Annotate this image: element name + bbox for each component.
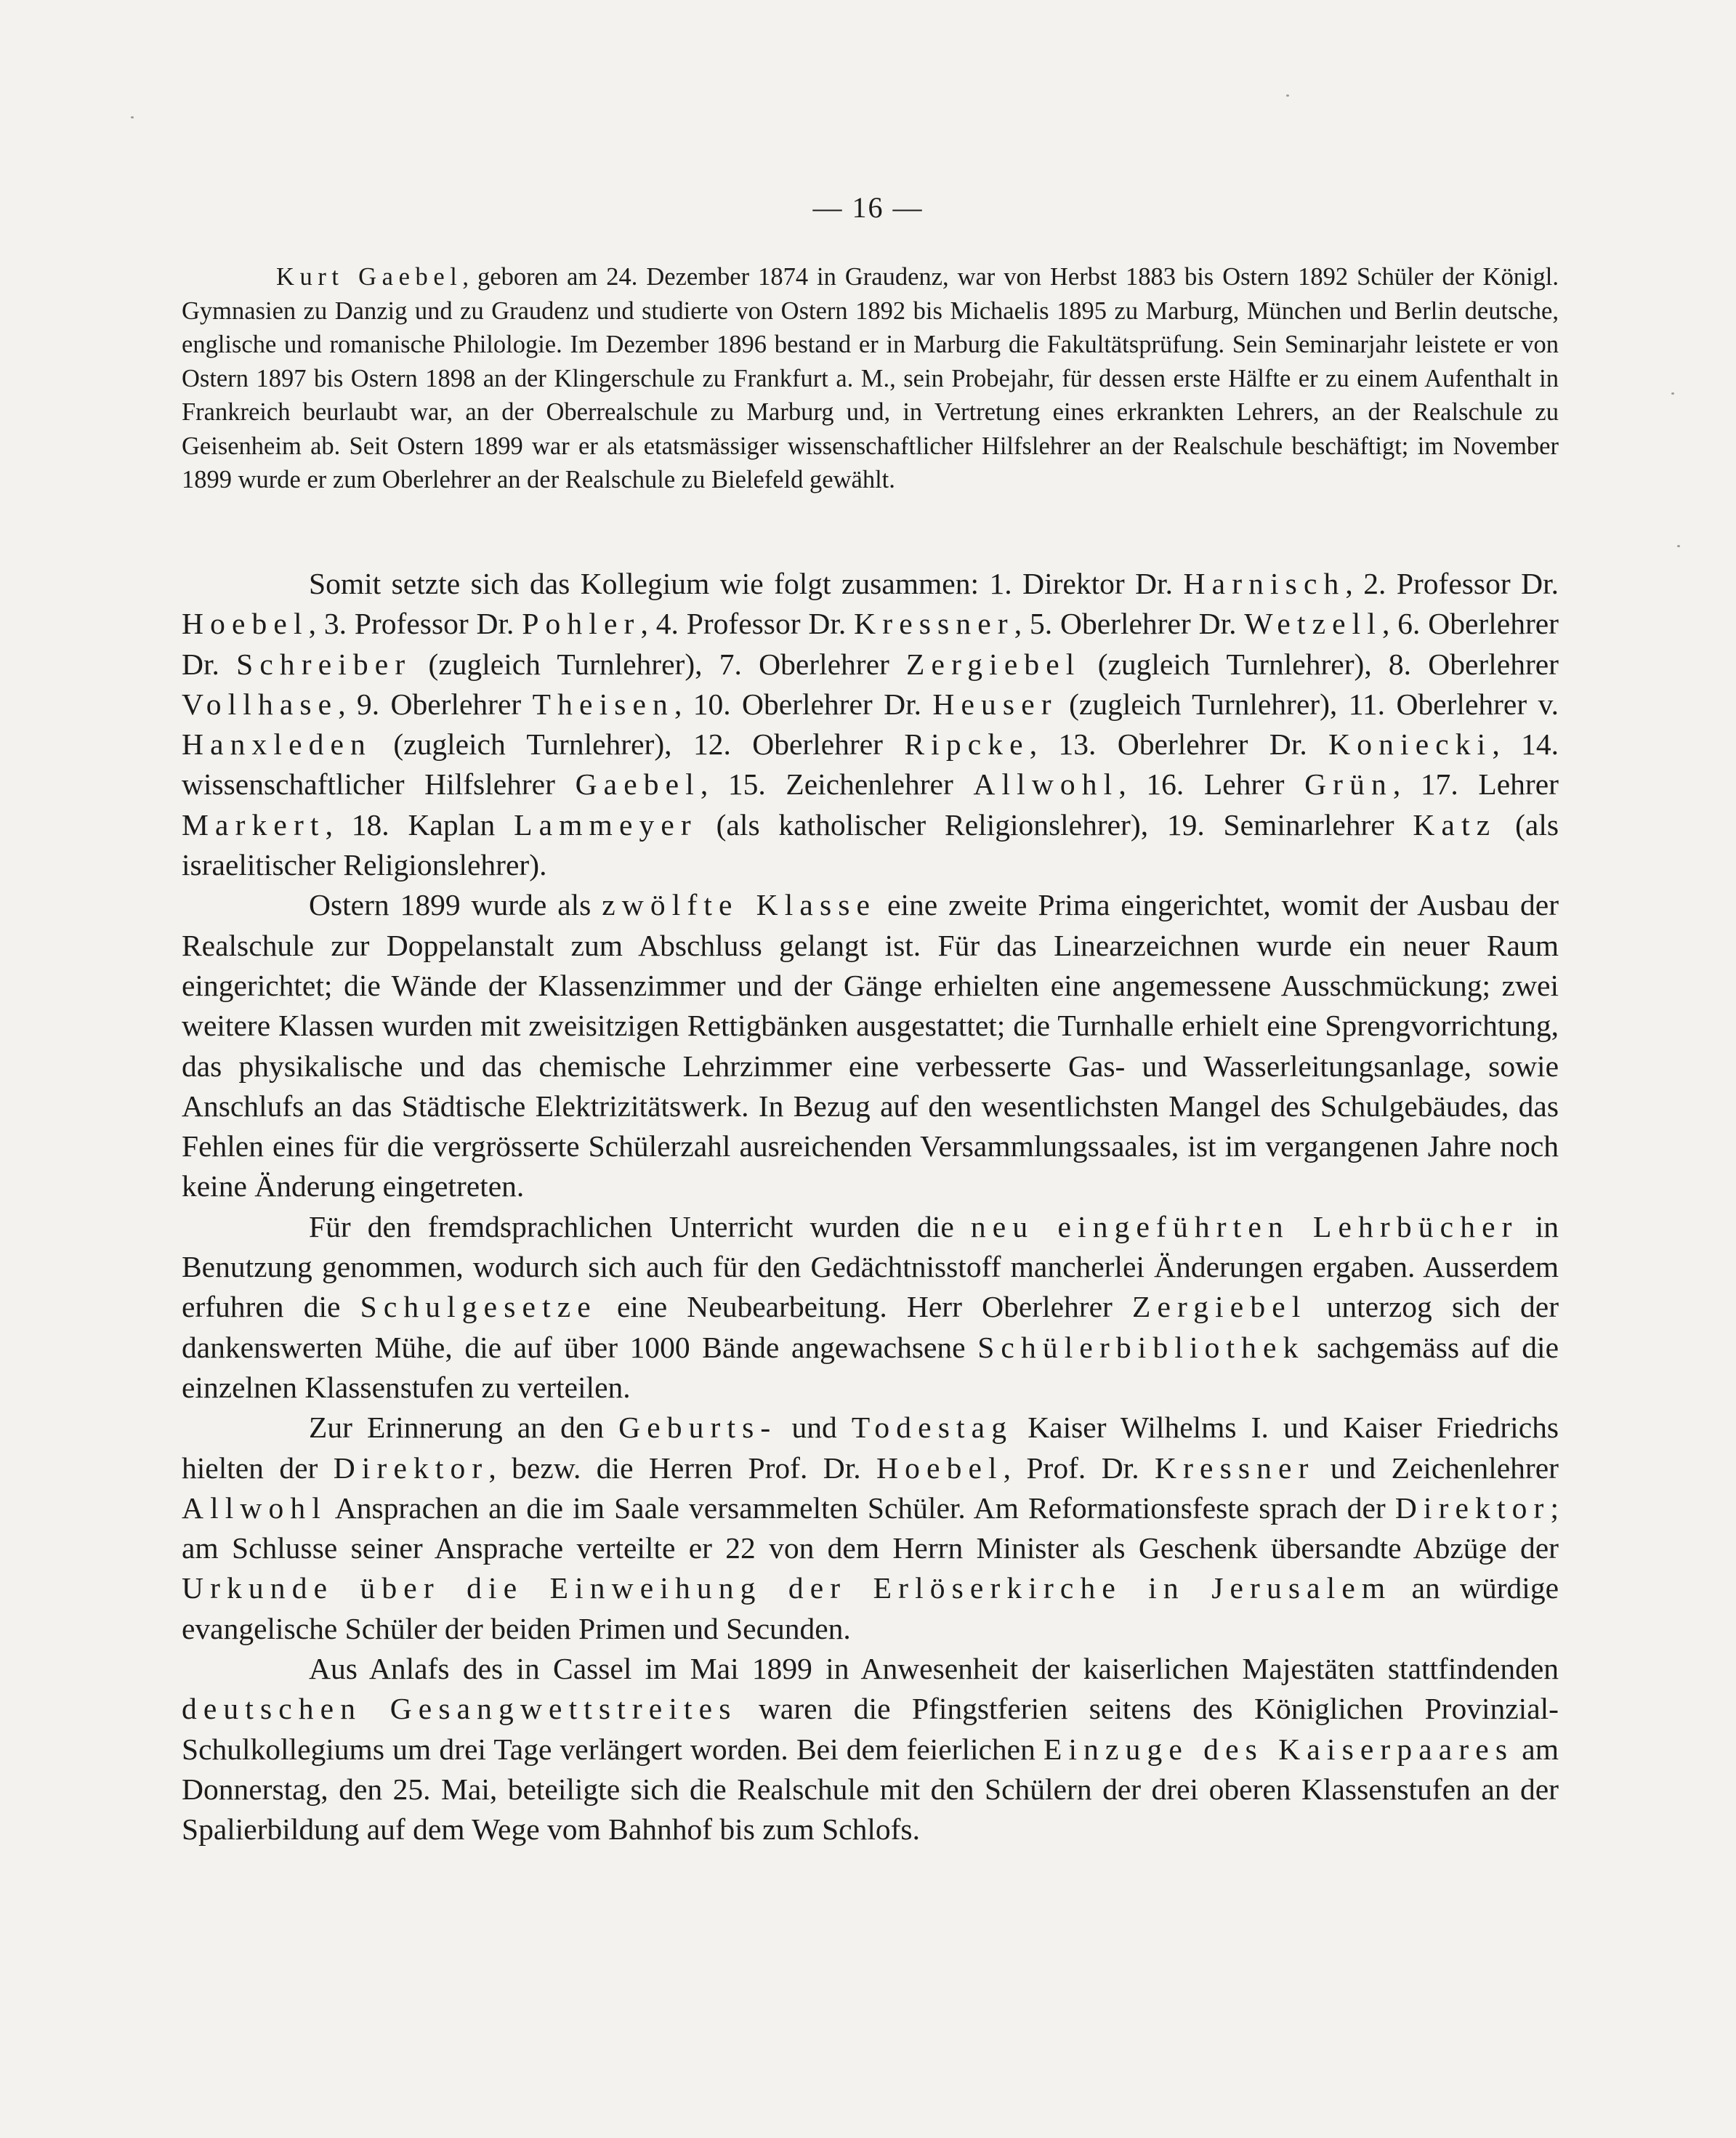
text-run: eine Neubearbeitung. Herr Oberlehrer xyxy=(597,1290,1133,1324)
spaced-emphasis-text: Urkunde über die Einweihung der Erlöserkirche in Jerusalem xyxy=(182,1571,1392,1605)
spaced-emphasis-text: Hoebel xyxy=(876,1451,1004,1485)
text-run: Aus Anlafs des in Cassel im Mai 1899 in Anwesenheit der kaiserlichen Majestäten stattfindenden xyxy=(309,1652,1559,1686)
spaced-emphasis-text: neu eingeführten Lehrbücher xyxy=(970,1209,1519,1243)
text-run: (zugleich Turnlehrer), 8. Oberlehrer xyxy=(1081,647,1559,681)
text-run: (als israelitischer Religionslehrer). xyxy=(182,807,1559,882)
spaced-emphasis-text: Harnisch xyxy=(1183,567,1346,600)
paragraph-textbooks xyxy=(182,1207,1559,1408)
text-run: Ostern 1899 wurde als xyxy=(309,888,602,922)
text-run: , 6. Oberlehrer Dr. xyxy=(182,607,1559,681)
main-text xyxy=(182,564,1559,1850)
text-run: , bezw. die Herren Prof. Dr. xyxy=(488,1451,877,1485)
text-run: waren die Pfingstferien seitens des Königlichen Provinzial-Schulkollegiums um drei Tage verlängert worden. Bei dem feierlichen xyxy=(182,1692,1559,1766)
spaced-emphasis-text: zwölfte Klasse xyxy=(602,888,877,922)
text-run: an würdige evangelische Schüler der beiden Primen und Secunden. xyxy=(182,1571,1559,1645)
text-run: , geboren am 24. Dezember 1874 in Graudenz, war von Herbst 1883 bis Ostern 1892 Schüler der Königl. Gymnasien zu Danzig und zu Graudenz und studierte von Ostern 1892 bis Michaelis 1895 zu Marburg, München und Berlin deutsche, englische und romanische Philologie. Im Dezember 1896 bestand er in Marburg die Fakultätsprüfung. Sein Seminarjahr leistete er von Ostern 1897 bis Ostern 1898 an der Klingerschule zu Frankfurt a. M., sein Probejahr, für dessen erste Hälfte er zu einem Aufenthalt in Frankreich beurlaubt war, an der Oberrealschule zu Marburg und, in Vertretung eines erkrankten Lehrers, an der Realschule zu Geisenheim ab. Seit Ostern 1899 war er als etatsmässiger wissenschaftlicher Hilfslehrer an der Realschule beschäftigt; im November 1899 wurde er zum Oberlehrer an der Realschule zu Bielefeld gewählt. xyxy=(182,263,1559,493)
spaced-emphasis-text: deutschen Gesangwettstreites xyxy=(182,1692,738,1726)
spaced-emphasis-text: Hoebel xyxy=(182,607,309,641)
text-run: und xyxy=(777,1411,852,1445)
paragraph-body xyxy=(182,263,1559,493)
text-run: , 15. Zeichenlehrer xyxy=(700,767,974,802)
text-run: , 5. Oberlehrer Dr. xyxy=(1014,607,1245,641)
spaced-emphasis-text: Schülerbibliothek xyxy=(977,1330,1305,1364)
spaced-emphasis-text: Direktor xyxy=(333,1451,489,1485)
spaced-emphasis-text: Todestag xyxy=(851,1411,1014,1445)
text-run: , Prof. Dr. xyxy=(1003,1451,1155,1485)
text-run: Kaiser Wilhelms I. und Kaiser Friedrichs hielten der xyxy=(182,1411,1559,1485)
text-run: Zur Erinnerung an den xyxy=(309,1411,619,1445)
spaced-emphasis-text: Schreiber xyxy=(236,647,412,681)
spaced-emphasis-text: Koniecki xyxy=(1328,727,1493,762)
text-run: (als katholischer Religionslehrer), 19. Seminarlehrer xyxy=(697,807,1413,842)
spaced-emphasis-text: Schulgesetze xyxy=(360,1290,597,1324)
spaced-emphasis-text: Katz xyxy=(1413,807,1497,842)
page-number: — 16 — xyxy=(812,191,924,224)
scan-speck xyxy=(1286,94,1289,97)
text-run: in Benutzung genommen, wodurch sich auch für den Gedächtnisstoff mancherlei Änderungen ergaben. Ausserdem erfuhren die xyxy=(182,1209,1559,1324)
spaced-emphasis-text: Geburts- xyxy=(618,1411,778,1445)
spaced-emphasis-text: Grün xyxy=(1304,767,1393,802)
spaced-emphasis-text: Lammeyer xyxy=(514,807,698,842)
text-run: unterzog sich der dankenswerten Mühe, die auf über 1000 Bände angewachsene xyxy=(182,1290,1559,1364)
paragraph-kaiser-visit xyxy=(182,1649,1559,1849)
text-run: ; am Schlusse seiner Ansprache verteilte er 22 von dem Herrn Minister als Geschenk übersandte Abzüge der xyxy=(182,1490,1559,1565)
text-run: , 3. Professor Dr. xyxy=(308,607,522,641)
text-run: und Zeichenlehrer xyxy=(1315,1451,1559,1485)
spaced-emphasis-text: Kressner xyxy=(854,607,1014,641)
paragraph-kollegium xyxy=(182,564,1559,885)
paragraph-commemoration xyxy=(182,1408,1559,1649)
spaced-emphasis-text: Einzuge des Kaiserpaares xyxy=(1043,1732,1514,1766)
spaced-emphasis-text: Heuser xyxy=(932,687,1058,721)
spaced-emphasis-text: Theisen xyxy=(532,687,674,721)
text-run: eine zweite Prima eingerichtet, womit der Ausbau der Realschule zur Doppelanstalt zum Abschluss gelangt ist. Für das Linearzeichnen wurde ein neuer Raum eingerichtet; die Wände der Klassenzimmer und der Gänge erhielten eine angemessene Ausschmückung; zwei weitere Klassen wurden mit zweisitzigen Rettigbänken ausgestattet; die Turnhalle erhielt eine Sprengvorrichtung, das physikalische und das chemische Lehrzimmer eine verbesserte Gas- und Wasserleitungsanlage, sowie Anschlufs an das Städtische Elektrizitätswerk. In Bezug auf den wesentlichsten Mangel des Schulgebäudes, das Fehlen eines für die vergrösserte Schülerzahl ausreichenden Versammlungssaales, ist im vergangenen Jahre noch keine Änderung eingetreten. xyxy=(182,888,1559,1203)
spaced-emphasis-text: Zergiebel xyxy=(1132,1290,1307,1324)
text-run: Somit setzte sich das Kollegium wie folgt zusammen: 1. Direktor Dr. xyxy=(309,567,1184,600)
spaced-emphasis-text: Ripcke xyxy=(904,727,1030,762)
spaced-emphasis-text: Kressner xyxy=(1154,1451,1315,1485)
spaced-emphasis-text: Markert xyxy=(182,807,326,842)
text-run: , 13. Oberlehrer Dr. xyxy=(1029,727,1329,762)
spaced-emphasis-text: Allwohl xyxy=(973,767,1119,802)
spaced-emphasis-text: Wetzell xyxy=(1244,607,1382,641)
scan-speck xyxy=(131,116,134,118)
text-run: (zugleich Turnlehrer), 12. Oberlehrer xyxy=(371,727,905,762)
scan-speck xyxy=(1677,545,1680,547)
text-run: , 4. Professor Dr. xyxy=(640,607,855,641)
paragraph-gaebel-biography xyxy=(182,260,1559,497)
text-run: , 16. Lehrer xyxy=(1118,767,1305,802)
spaced-emphasis-text: Allwohl xyxy=(182,1490,327,1525)
scan-speck xyxy=(1671,392,1674,395)
text-run: Für den fremdsprachlichen Unterricht wurden die xyxy=(309,1209,971,1243)
spaced-emphasis-text: Hanxleden xyxy=(182,727,372,762)
spaced-emphasis-text: Pohler xyxy=(522,607,641,641)
text-run: (zugleich Turnlehrer), 11. Oberlehrer v. xyxy=(1057,687,1559,721)
text-run: Ansprachen an die im Saale versammelten Schüler. Am Reformationsfeste sprach der xyxy=(326,1490,1395,1525)
spaced-emphasis-text: Direktor xyxy=(1394,1490,1551,1525)
text-run: , 17. Lehrer xyxy=(1392,767,1559,802)
spaced-emphasis-text: Gaebel xyxy=(575,767,701,802)
text-run: am Donnerstag, den 25. Mai, beteiligte sich die Realschule mit den Schülern der drei oberen Klassenstufen an der Spalierbildung auf dem Wege vom Bahnhof bis zum Schlofs. xyxy=(182,1732,1559,1847)
text-run: (zugleich Turnlehrer), 7. Oberlehrer xyxy=(411,647,907,681)
spaced-emphasis-text: Vollhase xyxy=(182,687,339,721)
text-run: sachgemäss auf die einzelnen Klassenstufen zu verteilen. xyxy=(182,1330,1559,1404)
text-run: , 14. wissenschaftlicher Hilfslehrer xyxy=(182,727,1559,802)
paragraph-building xyxy=(182,885,1559,1206)
text-run: , 10. Oberlehrer Dr. xyxy=(674,687,933,721)
spaced-emphasis-text: Zergiebel xyxy=(906,647,1081,681)
text-run: , 18. Kaplan xyxy=(325,807,514,842)
spaced-emphasis-text: Kurt Gaebel xyxy=(276,263,463,291)
text-run: , 2. Professor Dr. xyxy=(1345,567,1559,600)
text-run: , 9. Oberlehrer xyxy=(338,687,533,721)
